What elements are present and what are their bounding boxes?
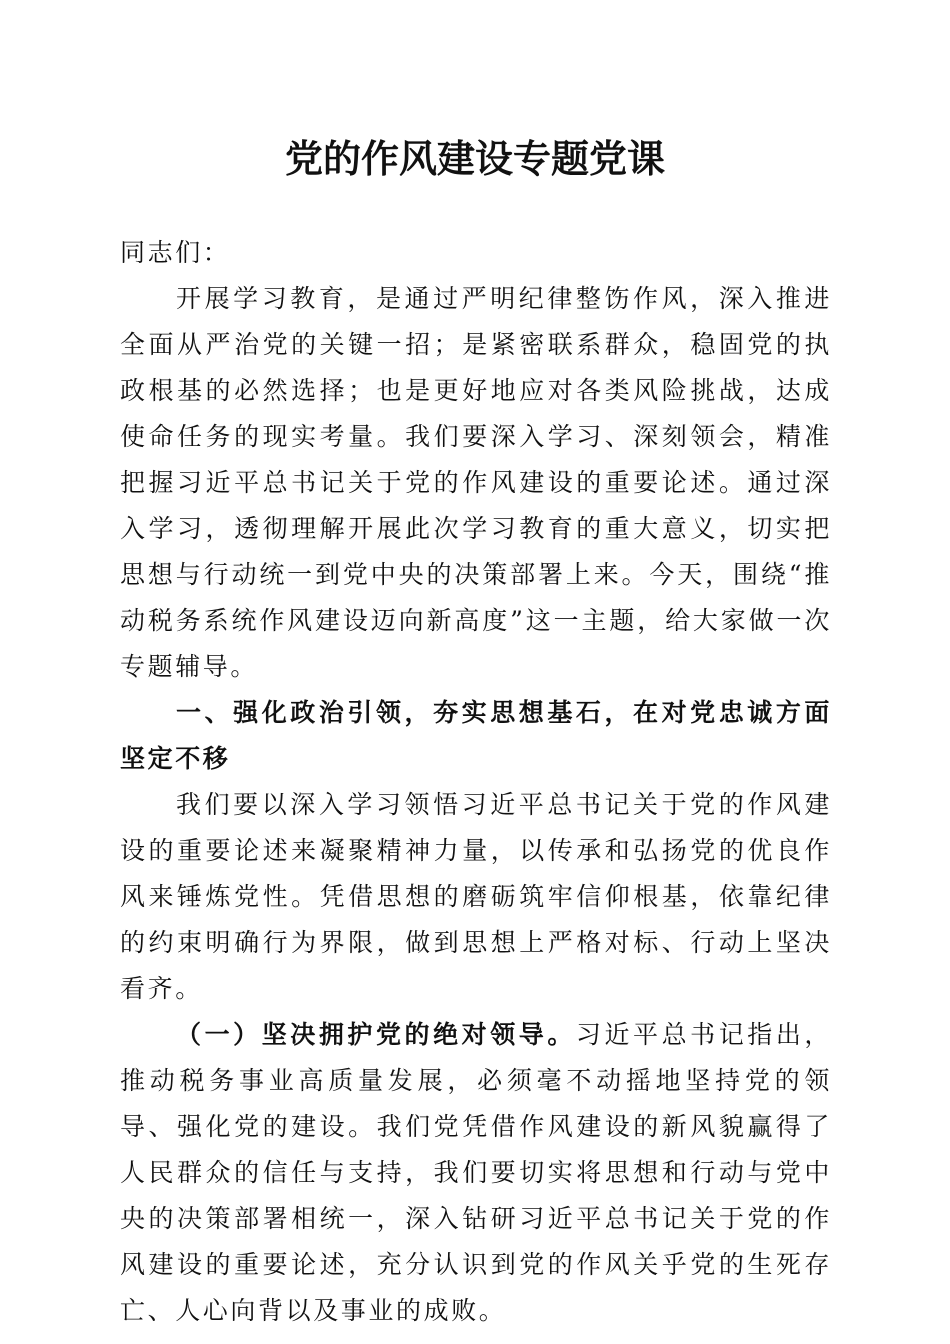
section-heading-1: 一、强化政治引领，夯实思想基石，在对党忠诚方面坚定不移 — [120, 698, 832, 773]
subsection-1-lead: （一）坚决拥护党的绝对领导。 — [176, 1020, 576, 1049]
subsection-1-text: 习近平总书记指出，推动税务事业高质量发展，必须毫不动摇地坚持党的领导、强化党的建设。我们党凭借作风建设的新风貌赢得了人民群众的信任与支持，我们要切实将思想和行动与党中央的决策部署相统一，深入钻研习近平总书记关于党的作风建设的重要论述，充分认识到党的作风关乎党的生死存亡、人心向背以及事业的成败。 — [120, 1020, 832, 1325]
document-body — [120, 230, 832, 1334]
salutation: 同志们： — [120, 238, 231, 267]
document-title: 党的作风建设专题党课 — [284, 136, 665, 181]
section-1-paragraph: 我们要以深入学习领悟习近平总书记关于党的作风建设的重要论述来凝聚精神力量，以传承和弘扬党的优良作风来锤炼党性。凭借思想的磨砺筑牢信仰根基，依靠纪律的约束明确行为界限，做到思想上严格对标、行动上坚决看齐。 — [120, 790, 832, 1003]
intro-paragraph: 开展学习教育，是通过严明纪律整饬作风，深入推进全面从严治党的关键一招；是紧密联系群众，稳固党的执政根基的必然选择；也是更好地应对各类风险挑战，达成使命任务的现实考量。我们要深入学习、深刻领会，精准把握习近平总书记关于党的作风建设的重要论述。通过深入学习，透彻理解开展此次学习教育的重大意义，切实把思想与行动统一到党中央的决策部署上来。今天，围绕“推动税务系统作风建设迈向新高度”这一主题，给大家做一次专题辅导。 — [120, 284, 832, 681]
subsection-1-paragraph — [120, 1012, 832, 1334]
